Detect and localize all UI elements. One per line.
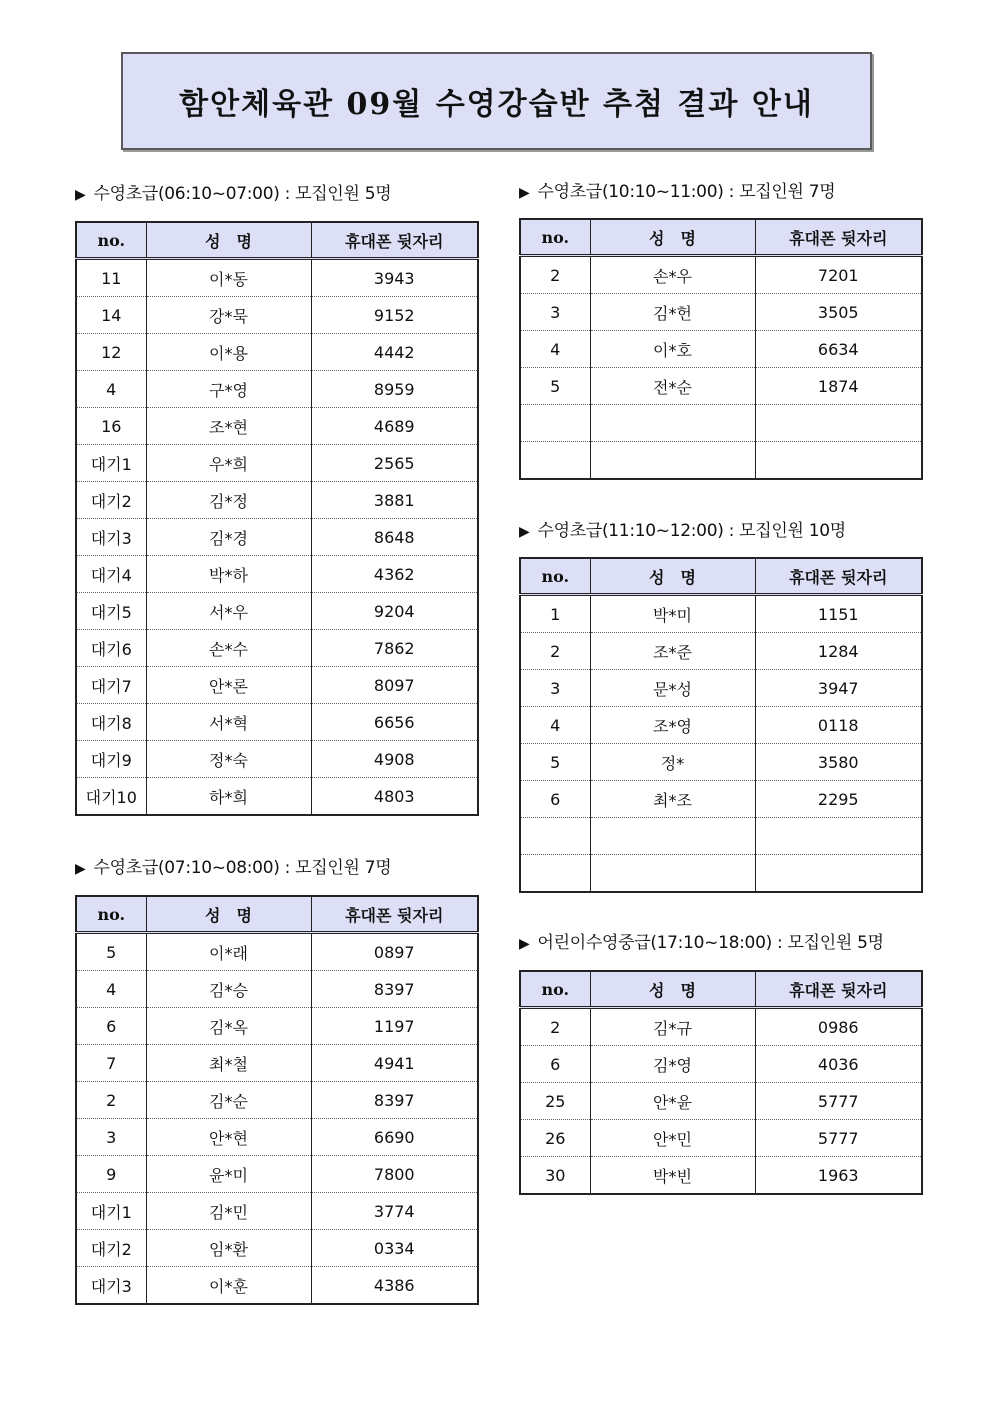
cell-name: 윤*미 bbox=[146, 1156, 311, 1193]
table-row bbox=[520, 1083, 922, 1120]
table-row bbox=[76, 1193, 478, 1230]
cell-no: 2 bbox=[520, 256, 590, 294]
cell-name: 이*호 bbox=[590, 331, 755, 368]
arrow-right-icon: ▶ bbox=[75, 861, 86, 877]
cell-name: 박*미 bbox=[590, 595, 755, 633]
table-row bbox=[76, 556, 478, 593]
cell-name: 안*민 bbox=[590, 1120, 755, 1157]
cell-phone: 8097 bbox=[311, 667, 478, 704]
table-row bbox=[76, 1156, 478, 1193]
cell-name: 김*민 bbox=[146, 1193, 311, 1230]
cell-name: 서*우 bbox=[146, 593, 311, 630]
cell-name: 손*우 bbox=[590, 256, 755, 294]
section-heading: ▶ 수영초급(06:10~07:00) : 모집인원 5명 bbox=[75, 184, 392, 204]
cell-name: 임*환 bbox=[146, 1230, 311, 1267]
cell-name: 하*희 bbox=[146, 778, 311, 816]
section-1010 bbox=[519, 181, 921, 397]
cell-no: 3 bbox=[520, 294, 590, 331]
cell-no: 4 bbox=[76, 971, 146, 1008]
table-row bbox=[520, 595, 922, 633]
cell-phone: 8959 bbox=[311, 371, 478, 408]
cell-phone bbox=[755, 442, 922, 480]
cell-no: 3 bbox=[520, 670, 590, 707]
cell-no: 5 bbox=[520, 368, 590, 405]
col-header-name: 성 명 bbox=[590, 971, 755, 1008]
cell-name: 조*준 bbox=[590, 633, 755, 670]
cell-no: 3 bbox=[76, 1119, 146, 1156]
table-row bbox=[76, 334, 478, 371]
cell-name: 박*빈 bbox=[590, 1157, 755, 1195]
cell-name bbox=[590, 855, 755, 893]
cell-name: 김*규 bbox=[590, 1008, 755, 1046]
table-row bbox=[520, 1157, 922, 1195]
cell-name: 이*래 bbox=[146, 933, 311, 971]
cell-phone: 2565 bbox=[311, 445, 478, 482]
arrow-right-icon: ▶ bbox=[519, 936, 530, 952]
cell-phone: 4386 bbox=[311, 1267, 478, 1305]
cell-name: 문*성 bbox=[590, 670, 755, 707]
cell-no: 30 bbox=[520, 1157, 590, 1195]
table-row bbox=[520, 633, 922, 670]
cell-phone: 7800 bbox=[311, 1156, 478, 1193]
section-heading: ▶ 수영초급(07:10~08:00) : 모집인원 7명 bbox=[75, 858, 392, 878]
col-header-no: no. bbox=[76, 896, 146, 933]
cell-no: 16 bbox=[76, 408, 146, 445]
table-row bbox=[520, 1008, 922, 1046]
cell-phone: 6656 bbox=[311, 704, 478, 741]
col-header-name: 성 명 bbox=[590, 219, 755, 256]
cell-no: 대기1 bbox=[76, 1193, 146, 1230]
cell-phone: 3943 bbox=[311, 259, 478, 297]
cell-name: 우*희 bbox=[146, 445, 311, 482]
page-title: 함안체육관 09월 수영강습반 추첨 결과 안내 bbox=[121, 52, 872, 150]
table-row bbox=[76, 778, 478, 816]
results-table bbox=[75, 895, 479, 1305]
cell-no bbox=[520, 442, 590, 480]
table-row bbox=[76, 1008, 478, 1045]
table-row bbox=[76, 1082, 478, 1119]
cell-phone: 4362 bbox=[311, 556, 478, 593]
cell-phone: 8648 bbox=[311, 519, 478, 556]
cell-name: 최*철 bbox=[146, 1045, 311, 1082]
cell-phone: 2295 bbox=[755, 781, 922, 818]
table-row bbox=[76, 1045, 478, 1082]
cell-phone: 6690 bbox=[311, 1119, 478, 1156]
results-table bbox=[519, 557, 923, 893]
cell-no: 대기4 bbox=[76, 556, 146, 593]
table-row bbox=[76, 704, 478, 741]
cell-no: 2 bbox=[520, 1008, 590, 1046]
table-row bbox=[520, 368, 922, 405]
cell-name bbox=[590, 818, 755, 855]
cell-no: 대기8 bbox=[76, 704, 146, 741]
cell-no: 대기5 bbox=[76, 593, 146, 630]
table-row bbox=[520, 744, 922, 781]
cell-no: 26 bbox=[520, 1120, 590, 1157]
section-1710 bbox=[519, 932, 921, 1186]
col-header-name: 성 명 bbox=[146, 896, 311, 933]
cell-phone: 1284 bbox=[755, 633, 922, 670]
table-row bbox=[520, 256, 922, 294]
table-row bbox=[520, 707, 922, 744]
section-heading: ▶ 어린이수영중급(17:10~18:00) : 모집인원 5명 bbox=[519, 933, 884, 953]
table-row bbox=[76, 519, 478, 556]
cell-name: 김*순 bbox=[146, 1082, 311, 1119]
cell-phone: 5777 bbox=[755, 1083, 922, 1120]
cell-name: 전*순 bbox=[590, 368, 755, 405]
cell-name: 안*론 bbox=[146, 667, 311, 704]
cell-name: 안*현 bbox=[146, 1119, 311, 1156]
table-row bbox=[520, 1046, 922, 1083]
cell-phone: 0118 bbox=[755, 707, 922, 744]
results-table bbox=[75, 221, 479, 816]
arrow-right-icon: ▶ bbox=[519, 185, 530, 201]
col-header-phone: 휴대폰 뒷자리 bbox=[755, 971, 922, 1008]
cell-no: 4 bbox=[76, 371, 146, 408]
table-row bbox=[520, 405, 922, 442]
table-row bbox=[520, 855, 922, 893]
cell-phone: 5777 bbox=[755, 1120, 922, 1157]
table-row bbox=[76, 408, 478, 445]
results-table bbox=[519, 970, 923, 1195]
cell-no: 6 bbox=[520, 781, 590, 818]
section-heading: ▶ 수영초급(11:10~12:00) : 모집인원 10명 bbox=[519, 521, 846, 541]
cell-phone: 0897 bbox=[311, 933, 478, 971]
table-row bbox=[76, 593, 478, 630]
cell-name: 손*수 bbox=[146, 630, 311, 667]
cell-no: 대기10 bbox=[76, 778, 146, 816]
cell-no: 14 bbox=[76, 297, 146, 334]
section-1110 bbox=[519, 520, 921, 810]
cell-no: 25 bbox=[520, 1083, 590, 1120]
cell-no: 대기2 bbox=[76, 482, 146, 519]
table-row bbox=[76, 1267, 478, 1305]
cell-name: 김*경 bbox=[146, 519, 311, 556]
cell-phone: 3580 bbox=[755, 744, 922, 781]
cell-name bbox=[590, 405, 755, 442]
col-header-no: no. bbox=[76, 222, 146, 259]
cell-no: 대기2 bbox=[76, 1230, 146, 1267]
cell-no: 대기3 bbox=[76, 519, 146, 556]
cell-no: 5 bbox=[76, 933, 146, 971]
cell-no: 대기1 bbox=[76, 445, 146, 482]
arrow-right-icon: ▶ bbox=[75, 187, 86, 203]
cell-phone: 1151 bbox=[755, 595, 922, 633]
table-row bbox=[76, 630, 478, 667]
cell-no: 6 bbox=[520, 1046, 590, 1083]
cell-name: 김*정 bbox=[146, 482, 311, 519]
cell-name: 이*동 bbox=[146, 259, 311, 297]
col-header-no: no. bbox=[520, 558, 590, 595]
cell-name: 김*영 bbox=[590, 1046, 755, 1083]
col-header-no: no. bbox=[520, 219, 590, 256]
cell-phone: 3881 bbox=[311, 482, 478, 519]
section-0610 bbox=[75, 183, 477, 807]
cell-phone: 4689 bbox=[311, 408, 478, 445]
cell-no: 5 bbox=[520, 744, 590, 781]
cell-name: 김*헌 bbox=[590, 294, 755, 331]
cell-name: 이*훈 bbox=[146, 1267, 311, 1305]
cell-phone: 1963 bbox=[755, 1157, 922, 1195]
cell-phone bbox=[755, 818, 922, 855]
cell-no: 11 bbox=[76, 259, 146, 297]
cell-no: 대기3 bbox=[76, 1267, 146, 1305]
cell-phone: 3505 bbox=[755, 294, 922, 331]
cell-no: 1 bbox=[520, 595, 590, 633]
cell-phone: 0334 bbox=[311, 1230, 478, 1267]
cell-phone: 8397 bbox=[311, 1082, 478, 1119]
cell-name: 김*옥 bbox=[146, 1008, 311, 1045]
cell-phone: 0986 bbox=[755, 1008, 922, 1046]
table-row bbox=[76, 1119, 478, 1156]
section-0710 bbox=[75, 857, 477, 1296]
cell-phone: 4803 bbox=[311, 778, 478, 816]
cell-name: 조*현 bbox=[146, 408, 311, 445]
cell-name: 서*혁 bbox=[146, 704, 311, 741]
table-row bbox=[76, 933, 478, 971]
cell-name: 이*용 bbox=[146, 334, 311, 371]
cell-no bbox=[520, 855, 590, 893]
col-header-name: 성 명 bbox=[590, 558, 755, 595]
table-row bbox=[520, 442, 922, 480]
col-header-name: 성 명 bbox=[146, 222, 311, 259]
arrow-right-icon: ▶ bbox=[519, 524, 530, 540]
cell-phone: 6634 bbox=[755, 331, 922, 368]
cell-name: 조*영 bbox=[590, 707, 755, 744]
cell-phone: 4908 bbox=[311, 741, 478, 778]
cell-no: 12 bbox=[76, 334, 146, 371]
table-row bbox=[76, 297, 478, 334]
cell-no: 2 bbox=[76, 1082, 146, 1119]
table-row bbox=[520, 331, 922, 368]
results-table bbox=[519, 218, 923, 480]
col-header-phone: 휴대폰 뒷자리 bbox=[755, 219, 922, 256]
cell-phone: 4941 bbox=[311, 1045, 478, 1082]
cell-no: 7 bbox=[76, 1045, 146, 1082]
cell-no: 대기7 bbox=[76, 667, 146, 704]
table-row bbox=[520, 818, 922, 855]
table-row bbox=[520, 294, 922, 331]
table-row bbox=[520, 781, 922, 818]
cell-no: 4 bbox=[520, 707, 590, 744]
section-heading: ▶ 수영초급(10:10~11:00) : 모집인원 7명 bbox=[519, 182, 836, 202]
cell-name: 박*하 bbox=[146, 556, 311, 593]
table-row bbox=[76, 971, 478, 1008]
table-row bbox=[76, 371, 478, 408]
cell-name: 최*조 bbox=[590, 781, 755, 818]
cell-name bbox=[590, 442, 755, 480]
cell-phone: 9152 bbox=[311, 297, 478, 334]
cell-name: 안*윤 bbox=[590, 1083, 755, 1120]
cell-no: 대기6 bbox=[76, 630, 146, 667]
table-row bbox=[76, 1230, 478, 1267]
cell-phone: 7862 bbox=[311, 630, 478, 667]
cell-no: 9 bbox=[76, 1156, 146, 1193]
cell-no bbox=[520, 818, 590, 855]
cell-phone: 8397 bbox=[311, 971, 478, 1008]
table-row bbox=[520, 670, 922, 707]
cell-phone: 4036 bbox=[755, 1046, 922, 1083]
cell-phone: 1197 bbox=[311, 1008, 478, 1045]
cell-phone bbox=[755, 855, 922, 893]
cell-name: 김*승 bbox=[146, 971, 311, 1008]
table-row bbox=[76, 482, 478, 519]
cell-name: 정* bbox=[590, 744, 755, 781]
cell-phone: 7201 bbox=[755, 256, 922, 294]
cell-phone: 1874 bbox=[755, 368, 922, 405]
col-header-no: no. bbox=[520, 971, 590, 1008]
col-header-phone: 휴대폰 뒷자리 bbox=[755, 558, 922, 595]
cell-phone: 4442 bbox=[311, 334, 478, 371]
cell-no: 4 bbox=[520, 331, 590, 368]
cell-phone: 3774 bbox=[311, 1193, 478, 1230]
col-header-phone: 휴대폰 뒷자리 bbox=[311, 896, 478, 933]
table-row bbox=[76, 667, 478, 704]
table-row bbox=[520, 1120, 922, 1157]
table-row bbox=[76, 741, 478, 778]
cell-phone: 9204 bbox=[311, 593, 478, 630]
col-header-phone: 휴대폰 뒷자리 bbox=[311, 222, 478, 259]
cell-name: 구*영 bbox=[146, 371, 311, 408]
cell-no: 2 bbox=[520, 633, 590, 670]
cell-name: 정*숙 bbox=[146, 741, 311, 778]
cell-phone: 3947 bbox=[755, 670, 922, 707]
table-row bbox=[76, 259, 478, 297]
cell-name: 강*묵 bbox=[146, 297, 311, 334]
cell-no bbox=[520, 405, 590, 442]
cell-phone bbox=[755, 405, 922, 442]
cell-no: 6 bbox=[76, 1008, 146, 1045]
cell-no: 대기9 bbox=[76, 741, 146, 778]
table-row bbox=[76, 445, 478, 482]
